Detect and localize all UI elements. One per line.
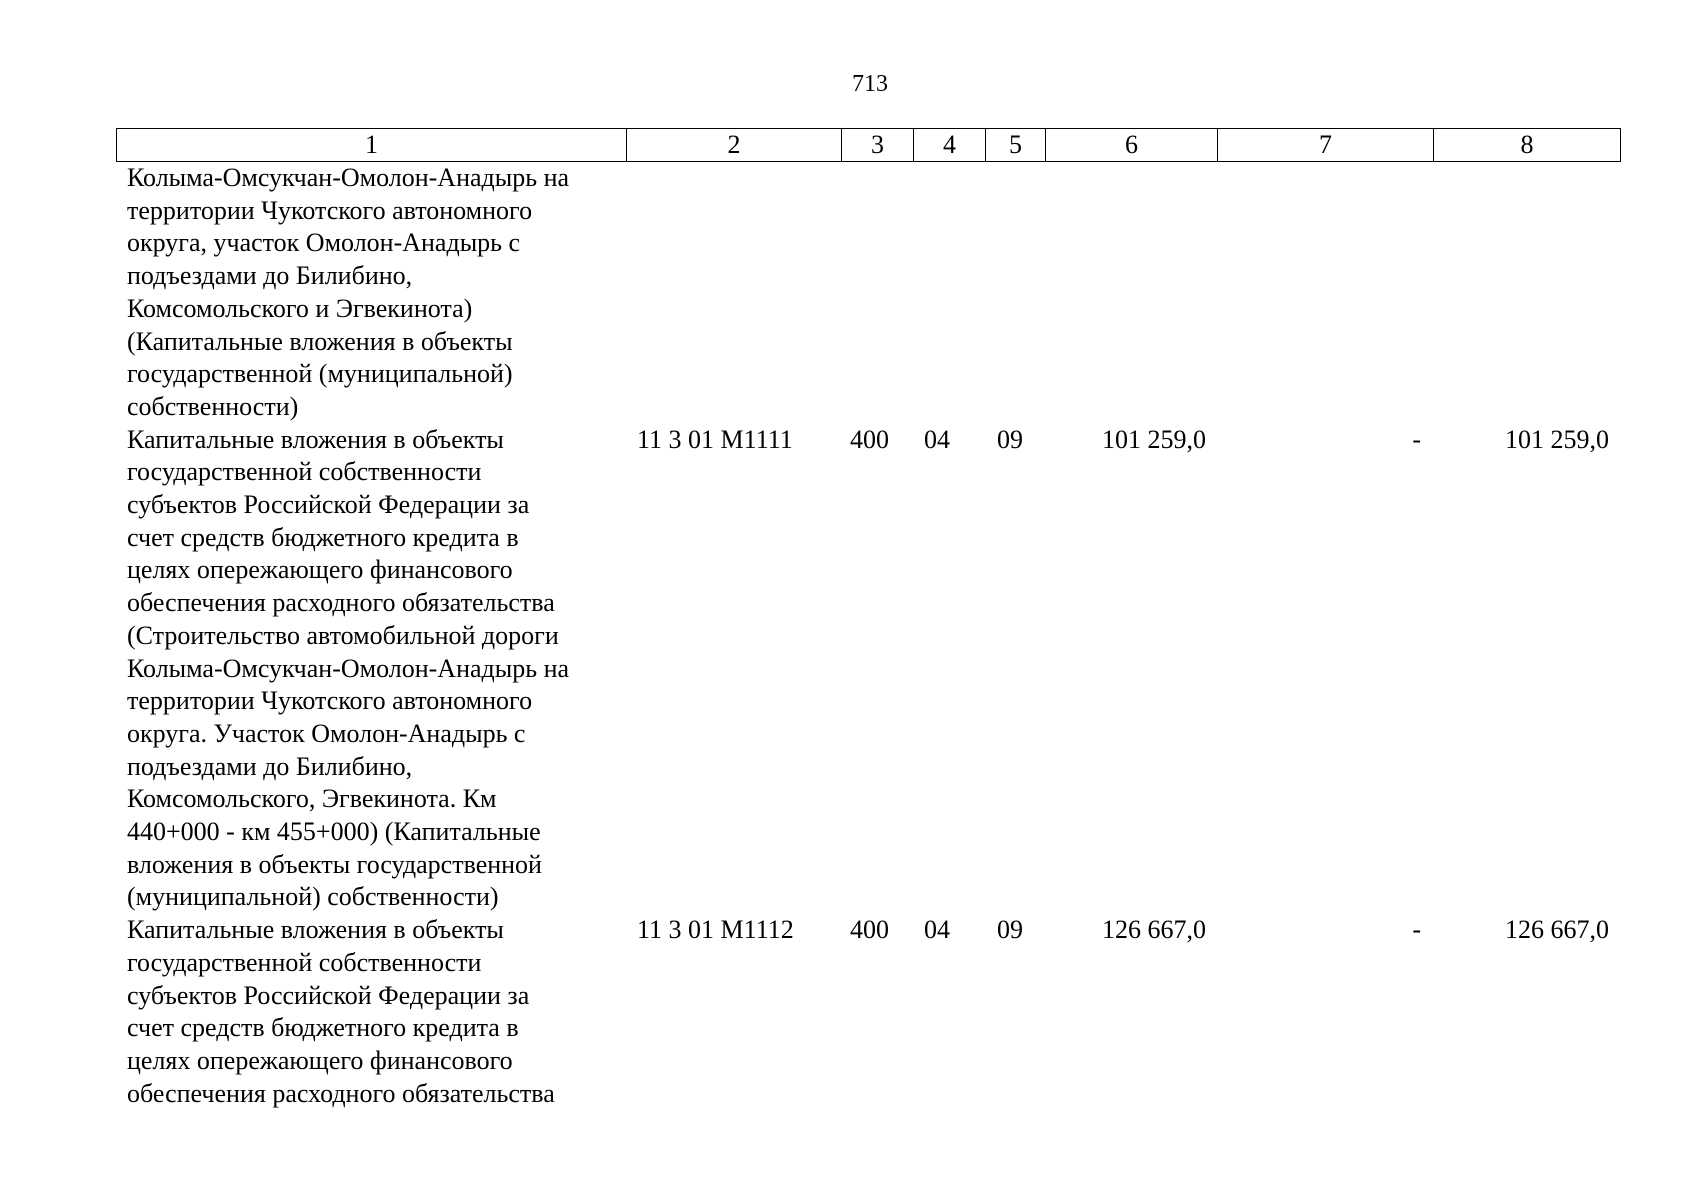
column-header-5: 5: [986, 129, 1046, 162]
row-col4: 04: [924, 915, 950, 945]
column-header-4: 4: [914, 129, 986, 162]
row-col8: 126 667,0: [1505, 915, 1609, 945]
row-col8: 101 259,0: [1505, 424, 1609, 454]
row-col7: -: [1412, 424, 1421, 454]
table-header: [116, 128, 1621, 162]
column-header-7: 7: [1218, 129, 1434, 162]
row-col4: 04: [924, 424, 950, 454]
page-number: 713: [852, 71, 888, 97]
row-col7: -: [1412, 915, 1421, 945]
table-row: [116, 162, 1632, 424]
column-header-8: 8: [1434, 129, 1621, 162]
row-name: Капитальные вложения в объекты государственной собственности субъектов Российской Федерации за счет средств бюджетного кредита в целях опережающего финансового обеспечения расходного обязательства: [127, 915, 555, 1108]
row-col6: 101 259,0: [1102, 424, 1206, 454]
row-col3: 400: [850, 915, 889, 945]
row-name: Колыма-Омсукчан-Омолон-Анадырь на территории Чукотского автономного округа, участок Омолон-Анадырь с подъездами до Билибино, Комсомольского и Эгвекинота) (Капитальные вложения в объекты государственной (муниципальной) собственности): [127, 163, 570, 421]
table-body: [116, 162, 1632, 1110]
row-code: 11 3 01 М1112: [637, 915, 794, 945]
column-header-6: 6: [1046, 129, 1218, 162]
column-numbers-row: [117, 129, 1621, 162]
row-code: 11 3 01 М1111: [637, 424, 793, 454]
row-col6: 126 667,0: [1102, 915, 1206, 945]
column-header-3: 3: [842, 129, 914, 162]
row-col3: 400: [850, 424, 889, 454]
column-header-2: 2: [627, 129, 842, 162]
column-header-1: 1: [117, 129, 627, 162]
table-row: [116, 424, 1632, 915]
row-col5: 09: [997, 424, 1023, 454]
row-name: Капитальные вложения в объекты государственной собственности субъектов Российской Федерации за счет средств бюджетного кредита в целях опережающего финансового обеспечения расходного обязательства (Строительство автомобильной дороги Колыма-Омсукчан-Омолон-Анадырь на территории Чукотского автономного округа. Участок Омолон-Анадырь с подъездами до Билибино, Комсомольского, Эгвекинота. Км 440+000 - км 455+000) (Капитальные вложения в объекты государственной (муниципальной) собственности): [127, 424, 570, 912]
row-col5: 09: [997, 915, 1023, 945]
table-row: [116, 914, 1632, 1110]
